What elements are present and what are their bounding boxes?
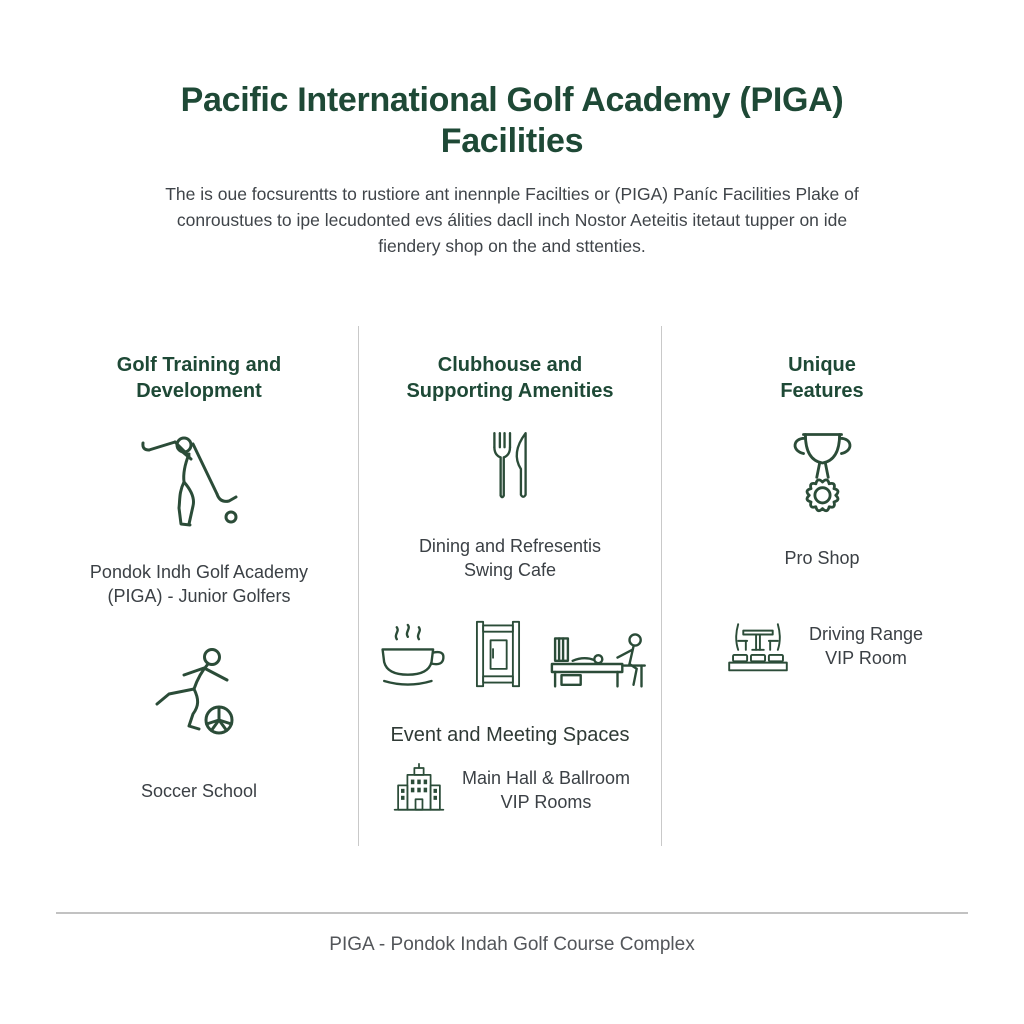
column-header: Clubhouse and Supporting Amenities [406, 353, 614, 402]
table-chairs-icon [721, 614, 795, 678]
footer-caption: PIGA - Pondok Indah Golf Course Complex [329, 933, 695, 955]
trophy-medal-icon [775, 420, 870, 525]
proshop-label: Pro Shop [784, 547, 860, 568]
fork-knife-icon [471, 420, 549, 515]
soccer-player-icon [149, 644, 249, 744]
wardrobe-icon [467, 612, 529, 696]
facility-columns [40, 326, 984, 846]
events-label: Event and Meeting Spaces [390, 724, 630, 747]
column-header: Unique Features [780, 353, 864, 402]
intro-paragraph [107, 181, 917, 260]
building-icon [390, 761, 448, 819]
intro-line: fiendery shop on the and sttenties. [378, 236, 646, 257]
venue-label: Main Hall & Ballroom VIP Rooms [461, 767, 631, 813]
coffee-cup-icon [371, 621, 451, 696]
driving-range-label: Driving Range VIP Room [808, 623, 924, 668]
intro-line: The is oue focsurentts to rustiore ant inennple Facilties or (PIGA) Paníc Facilities Plake of [165, 183, 859, 204]
footer-divider [56, 912, 968, 914]
amenity-icon-row [359, 612, 661, 696]
golfer-icon [139, 430, 259, 535]
column-header: Golf Training and Development [116, 353, 282, 402]
venue-item [359, 761, 661, 819]
intro-line: conroustues to ipe lecudonted evs álities dacll inch Nostor Aeteitis itetaut tupper on ide [176, 210, 848, 231]
column-unique-features [662, 326, 982, 846]
driving-range-item [662, 614, 982, 678]
column-clubhouse [358, 326, 662, 846]
academy-label: Pondok Indh Golf Academy (PIGA) - Junior Golfers [89, 561, 309, 606]
page-title: Pacific International Golf Academy (PIGA) Facilities [180, 81, 844, 161]
dining-label: Dining and Refresentis Swing Cafe [418, 535, 602, 580]
column-golf-training [40, 326, 358, 846]
spa-bed-icon [545, 616, 650, 696]
soccer-label: Soccer School [140, 781, 258, 802]
